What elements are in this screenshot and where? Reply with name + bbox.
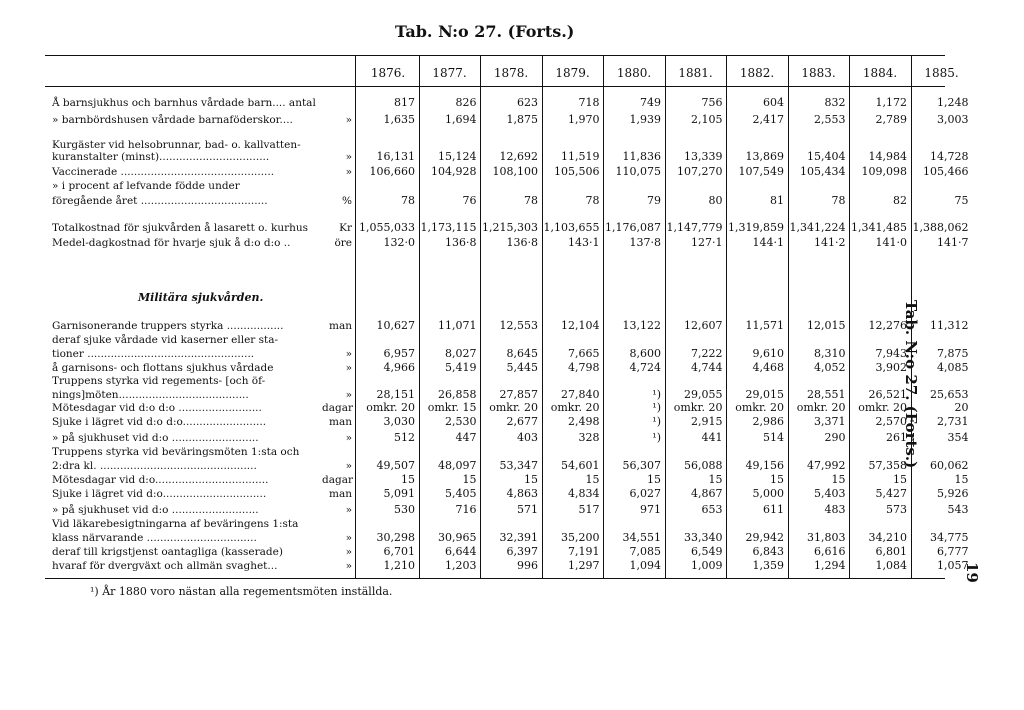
table-cell: 8,600 [629,347,661,360]
row-label: Vaccinerade .............................................. [52,166,275,178]
table-cell: 2,677 [506,415,538,428]
table-cell: 15 [954,473,969,486]
table-cell: 2,570 [875,415,907,428]
table-cell: 971 [640,503,661,516]
table-cell: 28,551 [807,388,846,401]
table-cell: 15 [708,473,723,486]
table-cell: 108,100 [492,165,538,178]
table-cell: 6,027 [629,487,661,500]
table-cell: ¹) [652,401,661,414]
table-cell: 2,553 [814,113,846,126]
table-cell: omkr. 20 [796,401,846,414]
table-cell: 1,319,859 [728,221,784,234]
table-cell: 354 [947,431,969,444]
table-cell: 512 [394,431,415,444]
table-cell: 78 [401,194,415,207]
row-label: deraf till krigstjenst oantagliga (kasserade) [52,546,283,558]
table-cell: 1,297 [568,559,600,572]
table-cell: 141·7 [937,236,969,249]
table-cell: 143·1 [568,236,600,249]
year-header: 1881. [678,66,713,80]
table-cell: 14,984 [868,150,907,163]
table-cell: 1,084 [875,559,907,572]
table-cell: 826 [455,96,477,109]
table-cell: 132·0 [383,236,415,249]
table-cell: 78 [524,194,538,207]
row-label: Sjuke i lägret vid d:o d:o......................... [52,416,267,428]
table-cell: 8,310 [814,347,846,360]
row-unit: öre [334,237,352,249]
table-cell: 6,957 [383,347,415,360]
table-cell: 1,009 [691,559,723,572]
table-cell: 996 [517,559,538,572]
row-label: Vid läkarebesigtningarna af beväringens 1:sta [52,518,299,530]
year-header: 1885. [924,66,959,80]
table-cell: 81 [770,194,784,207]
table-cell: 11,519 [561,150,600,163]
table-cell: 3,902 [875,361,907,374]
table-cell: 573 [886,503,907,516]
table-cell: omkr. 20 [858,401,907,414]
page-title: Tab. N:o 27. (Forts.) [395,22,575,41]
table-cell: 517 [578,503,600,516]
table-cell: 56,307 [622,459,661,472]
table-cell: 12,692 [499,150,538,163]
table-cell: 1,939 [629,113,661,126]
table-cell: 25,653 [930,388,969,401]
page-number: 19 [963,562,981,583]
table-cell: 447 [455,431,477,444]
row-label: » barnbördshusen vårdade barnaföderskor.... [52,114,293,126]
table-cell: 10,627 [376,319,415,332]
table-cell: omkr. 20 [366,401,415,414]
table-cell: 14,728 [930,150,969,163]
table-cell: 611 [763,503,784,516]
table-cell: 12,015 [807,319,846,332]
table-cell: 79 [647,194,661,207]
row-unit: » [345,460,352,472]
table-cell: 1,388,062 [912,221,969,234]
row-label: klass närvarande ................................. [52,532,257,544]
table-cell: 109,098 [861,165,907,178]
row-unit: % [342,195,352,207]
table-cell: 13,122 [622,319,661,332]
table-cell: 78 [585,194,600,207]
table-cell: 7,665 [568,347,600,360]
row-unit: man [329,416,352,428]
table-cell: 5,419 [445,361,477,374]
table-cell: 141·2 [814,236,846,249]
table-cell: 13,869 [745,150,784,163]
row-unit: » [345,166,352,178]
row-label: 2:dra kl. ............................................... [52,460,257,472]
table-cell: 11,836 [622,150,661,163]
table-cell: 110,075 [615,165,661,178]
table-cell: 7,191 [568,545,600,558]
table-cell: 1,215,303 [482,221,538,234]
table-cell: 4,744 [691,361,723,374]
table-cell: 16,131 [376,150,415,163]
row-label: » i procent af lefvande födde under [52,180,240,192]
table-cell: 106,660 [369,165,415,178]
table-cell: 1,057 [937,559,969,572]
row-label: kuranstalter (minst)................................. [52,151,270,163]
table-cell: 12,607 [684,319,723,332]
table-cell: 1,248 [937,96,969,109]
table-cell: 5,091 [383,487,415,500]
table-cell: 4,798 [568,361,600,374]
table-cell: 54,601 [561,459,600,472]
table-cell: 7,085 [629,545,661,558]
table-cell: 2,105 [691,113,723,126]
row-label: Sjuke i lägret vid d:o............................... [52,488,267,500]
table-cell: 5,000 [752,487,784,500]
table-cell: 34,551 [622,531,661,544]
table-cell: 543 [947,503,969,516]
table-bottom-rule [45,578,945,579]
table-cell: 35,200 [561,531,600,544]
year-header: 1882. [739,66,775,80]
row-label: Mötesdagar vid d:o d:o ......................... [52,402,262,414]
table-cell: 107,270 [677,165,723,178]
table-cell: omkr. 20 [673,401,723,414]
row-unit: » [345,432,352,444]
row-label: Garnisonerande truppers styrka ................. [52,320,284,332]
table-cell: 261 [886,431,907,444]
table-cell: 530 [394,503,415,516]
table-cell: 403 [517,431,538,444]
table-cell: 15 [401,473,415,486]
table-cell: 6,801 [875,545,907,558]
row-label: Å barnsjukhus och barnhus vårdade barn.... antal [52,97,316,109]
table-cell: omkr. 20 [550,401,600,414]
table-cell: 7,222 [691,347,723,360]
table-cell: omkr. 20 [489,401,538,414]
table-cell: 75 [954,194,969,207]
row-label: föregående året ...................................... [52,195,268,207]
table-cell: 2,498 [568,415,600,428]
table-cell: 1,103,655 [543,221,600,234]
table-cell: 3,371 [814,415,846,428]
table-cell: 141·0 [875,236,907,249]
section-title: Militära sjukvården. [138,291,264,304]
table-cell: 107,549 [738,165,784,178]
row-label: Truppens styrka vid beväringsmöten 1:sta och [52,446,300,458]
table-cell: 441 [701,431,723,444]
table-cell: 3,030 [383,415,415,428]
table-cell: 105,466 [923,165,969,178]
table-cell: 30,298 [376,531,415,544]
table-cell: 3,003 [937,113,969,126]
footnote: ¹) År 1880 voro nästan alla regementsmöten inställda. [90,585,393,598]
table-cell: 137·8 [629,236,661,249]
row-label: nings]möten....................................... [52,389,249,401]
year-header: 1884. [862,66,898,80]
table-cell: 57,358 [868,459,907,472]
row-label: å garnisons- och flottans sjukhus vårdade [52,362,274,374]
table-cell: 15 [893,473,907,486]
table-cell: 623 [517,96,538,109]
table-top-rule [45,55,945,56]
table-cell: 5,926 [937,487,969,500]
table-cell: 7,875 [937,347,969,360]
table-cell: 30,965 [438,531,477,544]
table-cell: 11,071 [438,319,477,332]
row-label: tioner .................................................. [52,348,255,360]
table-cell: 28,151 [376,388,415,401]
table-cell: 8,027 [445,347,477,360]
table-cell: omkr. 20 [735,401,784,414]
row-unit: » [345,389,352,401]
table-cell: 56,088 [684,459,723,472]
table-cell: 6,616 [814,545,846,558]
table-cell: 33,340 [684,531,723,544]
row-unit: » [345,504,352,516]
table-cell: 15 [647,473,661,486]
row-unit: dagar [322,402,353,414]
table-cell: 7,943 [875,347,907,360]
table-cell: 15 [770,473,784,486]
table-cell: 6,843 [752,545,784,558]
table-cell: 53,347 [499,459,538,472]
row-unit: » [345,114,352,126]
table-cell: 32,391 [499,531,538,544]
year-header: 1883. [801,66,836,80]
table-cell: 832 [824,96,846,109]
table-cell: 76 [462,194,477,207]
table-cell: 27,857 [499,388,538,401]
table-cell: 1,341,224 [789,221,846,234]
table-cell: 104,928 [431,165,477,178]
row-unit: » [345,532,352,544]
table-cell: 15 [831,473,846,486]
table-cell: 13,339 [684,150,723,163]
table-cell: 483 [824,503,846,516]
row-unit: » [345,151,352,163]
side-title: Tab. N:o 27. (Forts.) [902,300,920,469]
row-label: » på sjukhuset vid d:o .......................... [52,504,259,516]
table-cell: 26,521 [868,388,907,401]
year-header: 1876. [370,66,406,80]
row-unit: » [345,362,352,374]
table-cell: 60,062 [930,459,969,472]
table-cell: 4,867 [691,487,723,500]
row-unit: man [329,320,352,332]
table-cell: 1,294 [814,559,846,572]
table-cell: 2,915 [691,415,723,428]
table-cell: 5,405 [445,487,477,500]
table-cell: ¹) [652,415,661,428]
table-cell: 15 [524,473,538,486]
year-header: 1879. [555,66,590,80]
header-bottom-rule [45,86,945,87]
table-cell: 514 [763,431,784,444]
table-cell: 31,803 [807,531,846,544]
table-cell: 817 [394,96,415,109]
table-cell: 2,417 [752,113,784,126]
table-cell: 571 [517,503,538,516]
row-label: Mötesdagar vid d:o.................................. [52,474,269,486]
table-cell: 1,173,115 [420,221,477,234]
row-unit: » [345,546,352,558]
table-cell: 136·8 [445,236,477,249]
table-cell: 1,341,485 [851,221,907,234]
table-cell: 604 [763,96,784,109]
table-cell: 5,403 [814,487,846,500]
table-cell: 1,210 [383,559,415,572]
table-cell: 6,549 [691,545,723,558]
year-header: 1880. [616,66,652,80]
table-cell: 2,530 [445,415,477,428]
table-cell: 8,645 [506,347,538,360]
table-cell: ¹) [652,431,661,444]
table-cell: 1,055,033 [359,221,415,234]
table-cell: 82 [893,194,907,207]
table-cell: 1,970 [568,113,600,126]
table-cell: 756 [701,96,723,109]
table-cell: 1,147,779 [666,221,723,234]
table-cell: 6,397 [506,545,538,558]
table-cell: 4,468 [752,361,784,374]
table-cell: 5,445 [506,361,538,374]
row-label: Totalkostnad för sjukvården å lasarett o. kurhus [52,222,309,234]
row-label: Medel-dagkostnad för hvarje sjuk å d:o d:o .. [52,237,291,249]
row-unit: dagar [322,474,353,486]
table-cell: 1,094 [629,559,661,572]
table-cell: 11,571 [745,319,784,332]
table-cell: 1,694 [445,113,477,126]
table-cell: 716 [455,503,477,516]
row-label: hvaraf för dvergväxt och allmän svaghet... [52,560,278,572]
table-cell: 4,966 [383,361,415,374]
table-cell: 105,434 [800,165,846,178]
table-cell: 4,052 [814,361,846,374]
table-cell: 6,701 [383,545,415,558]
table-cell: 4,834 [568,487,600,500]
row-label: Truppens styrka vid regements- [och öf- [52,375,266,387]
table-cell: ¹) [652,388,661,401]
table-cell: 15 [462,473,477,486]
table-cell: 1,359 [752,559,784,572]
table-cell: 328 [578,431,600,444]
table-cell: 29,015 [745,388,784,401]
table-cell: 749 [640,96,661,109]
table-cell: 136·8 [506,236,538,249]
table-cell: 4,085 [937,361,969,374]
table-cell: 80 [708,194,723,207]
table-cell: omkr. 15 [427,401,477,414]
table-cell: 2,731 [937,415,969,428]
year-header: 1877. [432,66,467,80]
table-cell: 29,942 [745,531,784,544]
table-cell: 20 [954,401,969,414]
table-cell: 11,312 [930,319,969,332]
row-label: » på sjukhuset vid d:o .......................... [52,432,259,444]
table-cell: 2,789 [875,113,907,126]
table-cell: 4,863 [506,487,538,500]
table-cell: 144·1 [752,236,784,249]
table-cell: 47,992 [807,459,846,472]
row-unit: Kr [339,222,352,234]
table-cell: 653 [701,503,723,516]
table-cell: 1,172 [875,96,907,109]
table-cell: 49,156 [745,459,784,472]
table-cell: 12,104 [561,319,600,332]
table-cell: 15,124 [438,150,477,163]
row-unit: » [345,348,352,360]
table-cell: 6,777 [937,545,969,558]
table-cell: 12,276 [868,319,907,332]
table-cell: 49,507 [376,459,415,472]
table-cell: 1,875 [506,113,538,126]
table-cell: 290 [824,431,846,444]
table-cell: 15 [585,473,600,486]
table-cell: 718 [578,96,600,109]
table-cell: 48,097 [438,459,477,472]
row-label: Kurgäster vid helsobrunnar, bad- o. kallvatten- [52,139,301,151]
year-header: 1878. [493,66,529,80]
row-unit: man [329,488,352,500]
table-cell: 9,610 [752,347,784,360]
table-cell: 6,644 [445,545,477,558]
table-cell: 2,986 [752,415,784,428]
table-cell: 127·1 [691,236,723,249]
table-cell: 1,635 [383,113,415,126]
table-cell: 29,055 [684,388,723,401]
table-cell: 26,858 [438,388,477,401]
table-cell: 15,404 [807,150,846,163]
row-unit: » [345,560,352,572]
table-cell: 12,553 [499,319,538,332]
table-cell: 1,203 [445,559,477,572]
table-cell: 4,724 [629,361,661,374]
table-cell: 1,176,087 [605,221,661,234]
table-cell: 78 [831,194,846,207]
table-cell: 27,840 [561,388,600,401]
table-cell: 5,427 [875,487,907,500]
row-label: deraf sjuke vårdade vid kaserner eller sta- [52,334,279,346]
table-cell: 34,775 [930,531,969,544]
table-cell: 34,210 [868,531,907,544]
table-cell: 105,506 [554,165,600,178]
